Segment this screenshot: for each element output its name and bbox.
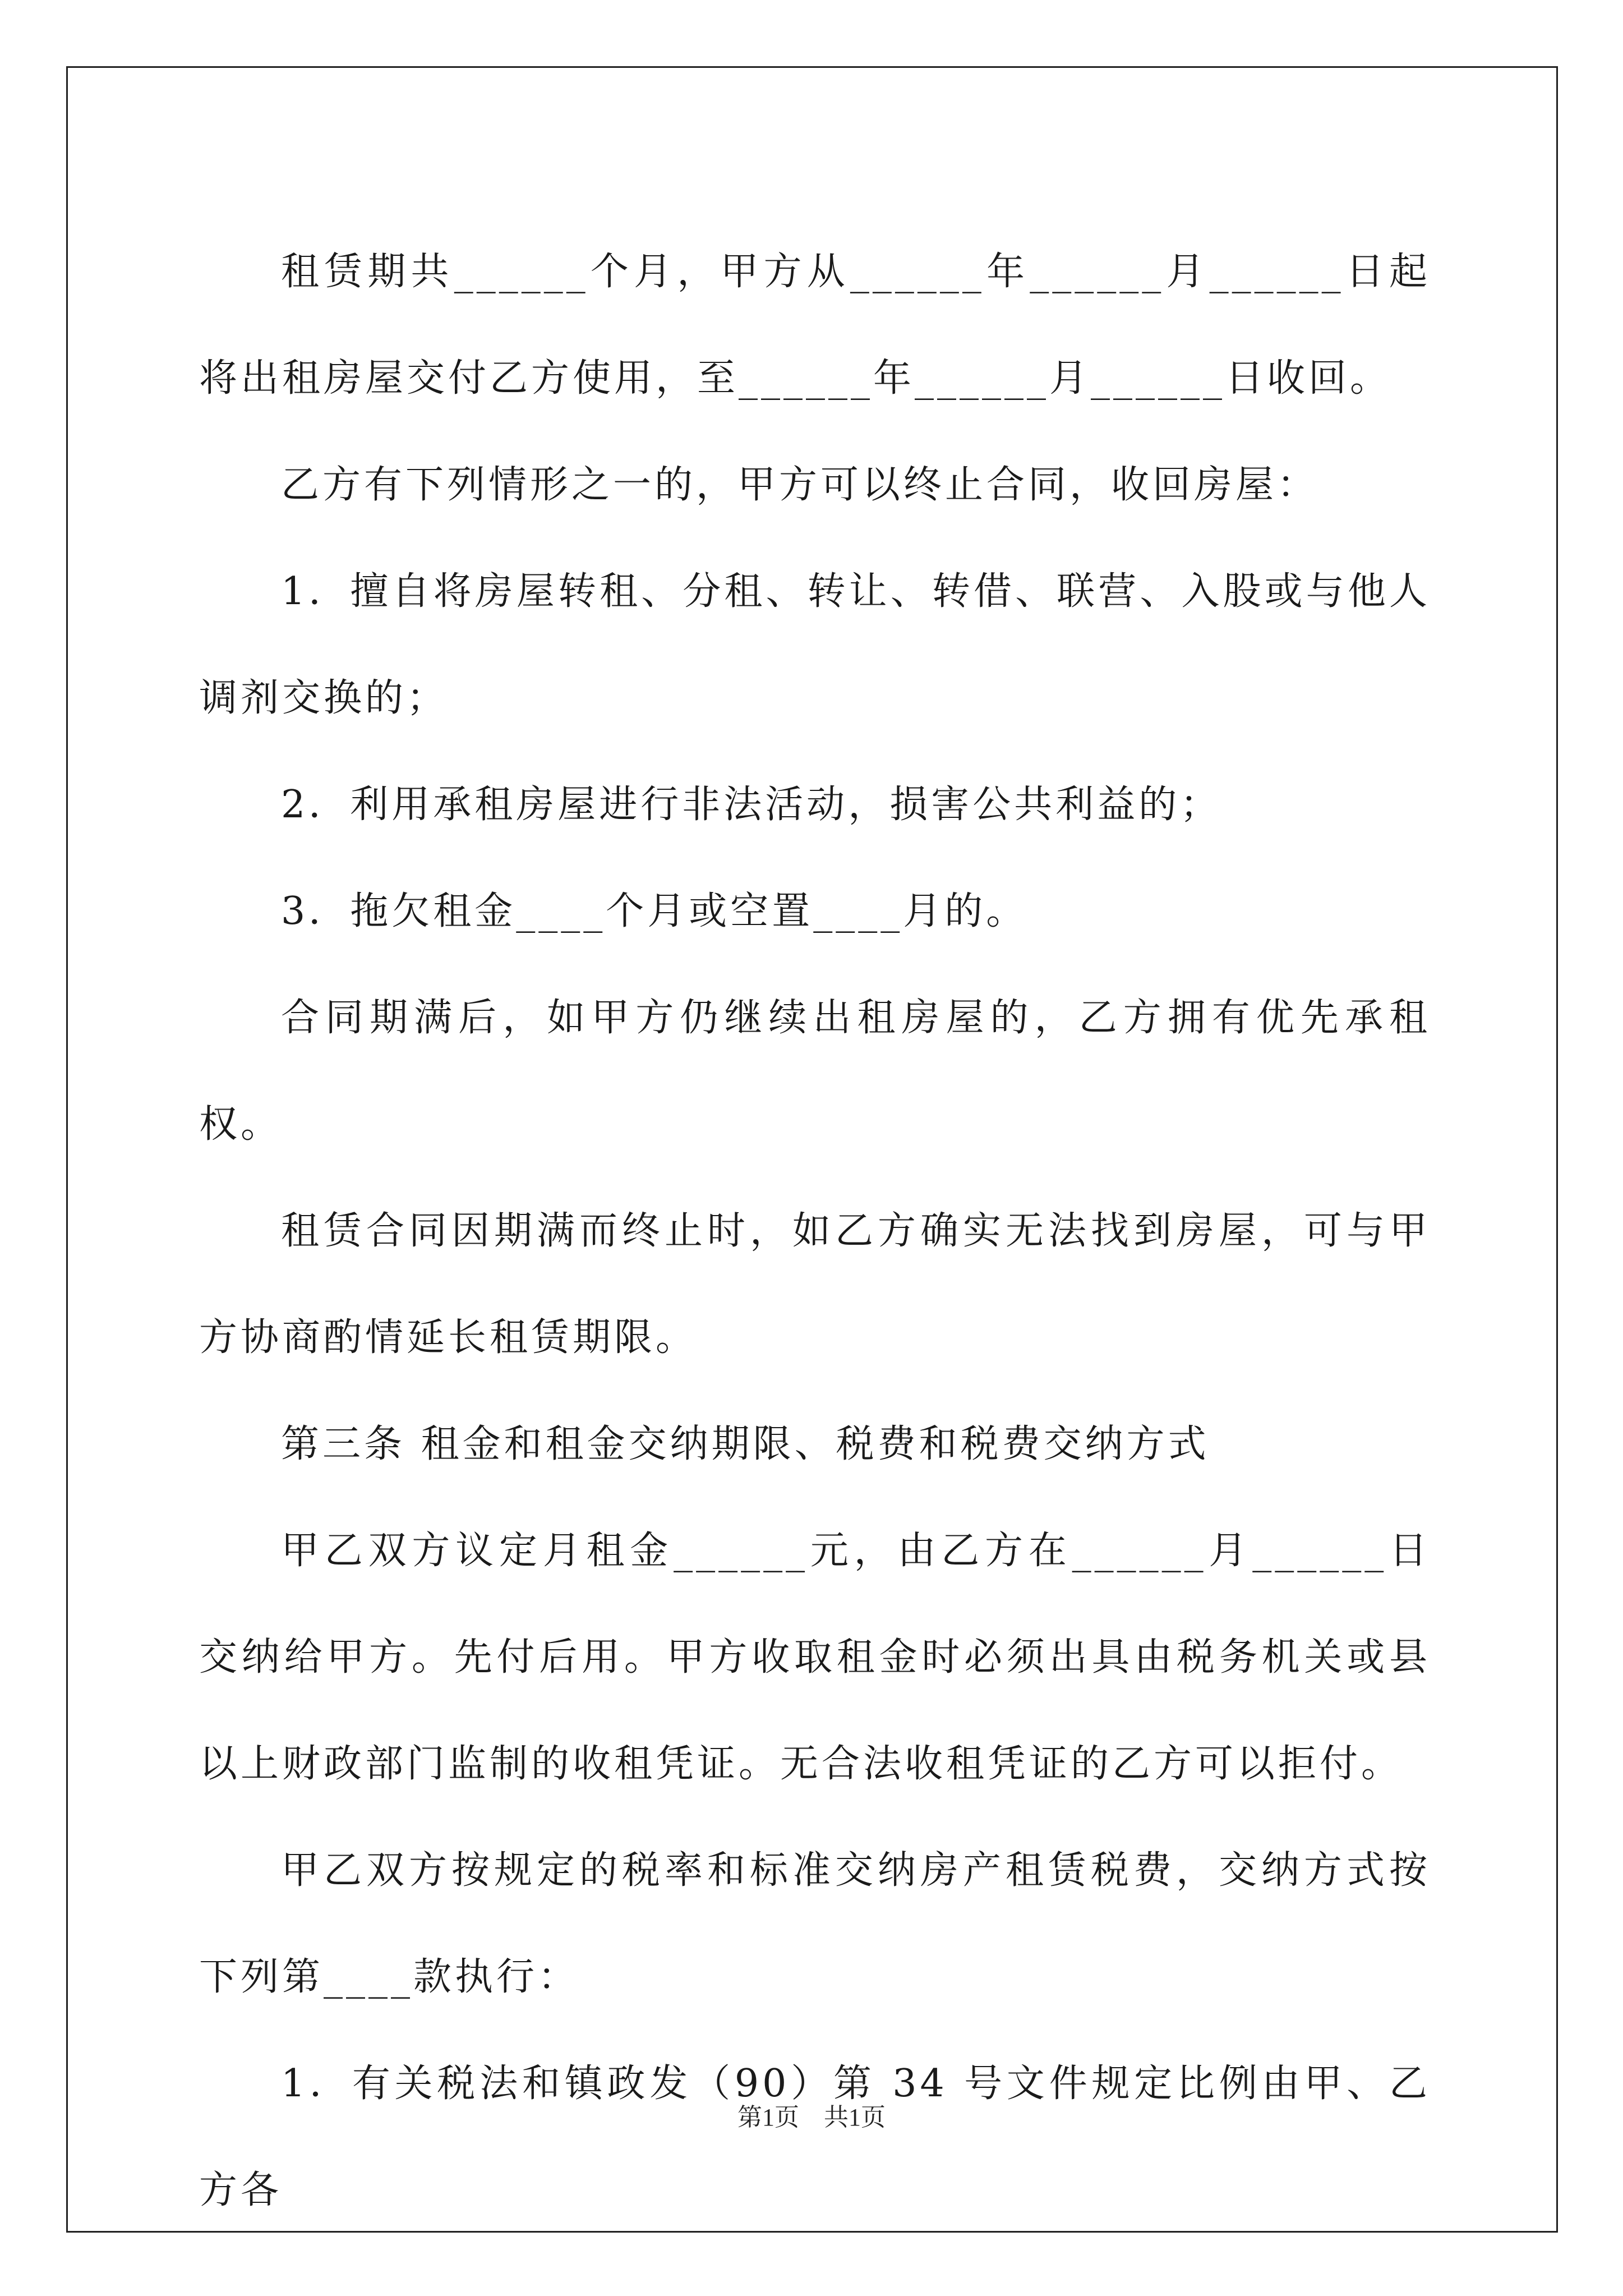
paragraph-extension: 租赁合同因期满而终止时，如乙方确实无法找到房屋，可与甲方协商酌情延长租赁期限。 xyxy=(199,1209,1431,1360)
paragraph-lease-term: 租赁期共______个月，甲方从______年______月______日起将出租房屋交付乙方使用，至______年______月______日收回。 xyxy=(199,250,1431,401)
paragraph-priority-right: 合同期满后，如甲方仍继续出租房屋的，乙方拥有优先承租权。 xyxy=(199,996,1431,1147)
paragraph-condition-2: 2．利用承租房屋进行非法活动，损害公共利益的； xyxy=(281,783,1222,827)
paragraph-tax-payment: 甲乙双方按规定的税率和标准交纳房产租赁税费，交纳方式按下列第____款执行： xyxy=(199,1848,1431,1999)
page-footer: 第1页 共1页 xyxy=(737,2104,886,2131)
document-body xyxy=(199,219,1431,2244)
paragraph-condition-1: 1．擅自将房屋转租、分租、转让、转借、联营、入股或与他人调剂交换的； xyxy=(199,569,1431,720)
paragraph-termination-conditions: 乙方有下列情形之一的，甲方可以终止合同，收回房屋： xyxy=(281,463,1319,507)
paragraph-rent-payment: 甲乙双方议定月租金______元，由乙方在______月______日交纳给甲方。先付后用。甲方收取租金时必须出具由税务机关或县以上财政部门监制的收租凭证。无合法收租凭证的乙方可以拒付。 xyxy=(199,1529,1431,1786)
paragraph-tax-item-1: 1．有关税法和镇政发（90）第 34 号文件规定比例由甲、乙方各 xyxy=(199,2062,1431,2212)
article-3-heading: 第三条 租金和租金交纳期限、税费和税费交纳方式 xyxy=(281,1422,1210,1466)
paragraph-condition-3: 3．拖欠租金____个月或空置____月的。 xyxy=(281,889,1028,933)
